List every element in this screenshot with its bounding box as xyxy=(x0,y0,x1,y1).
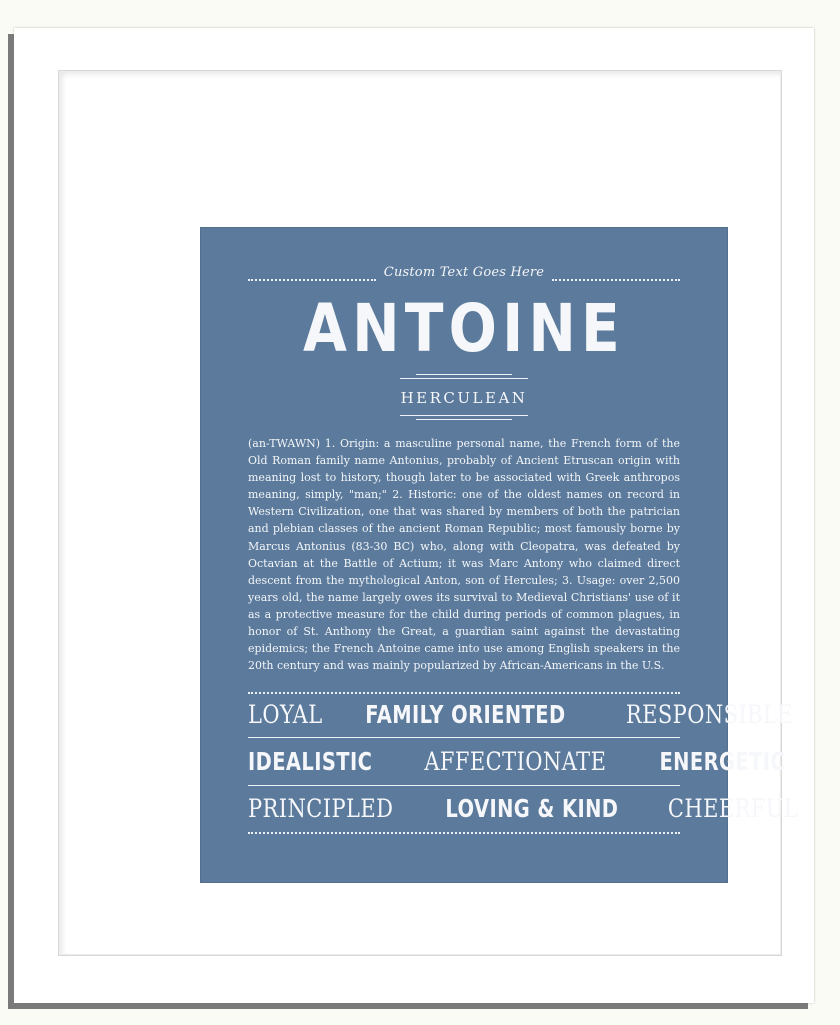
name-title: ANTOINE xyxy=(303,290,625,367)
name-meaning: HERCULEAN xyxy=(400,389,528,407)
name-definition: (an-TWAWN) 1. Origin: a masculine personal name, the French form of the Old Roman family name Antonius, probably of Ancient Etruscan origin with meaning lost to history, though later to be associated with Greek anthropos meaning, simply, "man;" 2. Historic: one of the oldest names on record in Western Civilization, one that was shared by members of both the patrician and plebian classes of the ancient Roman Republic; most famously borne by Marcus Antonius (83-30 BC) who, along with Cleopatra, was defeated by Octavian at the Battle of Actium; it was Marc Antony who claimed direct descent from the mythological Anton, son of Hercules; 3. Usage: over 2,500 years old, the name largely owes its survival to Medieval Christians' use of it as a protective measure for the child during periods of common plagues, in honor of St. Anthony the Great, a guardian saint against the devastating epidemics; the French Antoine came into use among English speakers in the 20th century and was mainly popularized by African-Americans in the U.S. xyxy=(248,437,680,673)
rule-bottom-long xyxy=(400,415,528,416)
trait: RESPONSIBLE xyxy=(625,700,793,729)
trait: ENERGETIC xyxy=(659,747,786,776)
traits-row-2 xyxy=(248,745,786,779)
trait: PRINCIPLED xyxy=(248,794,394,823)
dotted-divider-traits-bottom xyxy=(248,832,680,834)
dotted-divider-right xyxy=(552,279,680,281)
traits-row-3 xyxy=(248,792,799,826)
trait: LOVING & KIND xyxy=(445,794,619,823)
trait-divider-1 xyxy=(248,737,680,738)
trait: IDEALISTIC xyxy=(248,747,373,776)
trait: LOYAL xyxy=(248,700,323,729)
custom-tagline: Custom Text Goes Here xyxy=(383,265,545,280)
rule-top-long xyxy=(400,378,528,379)
picture-frame xyxy=(14,28,814,1003)
rule-top-short xyxy=(416,374,512,375)
rule-bottom-short xyxy=(416,419,512,420)
trait: CHEERFUL xyxy=(667,794,799,823)
dotted-divider-traits-top xyxy=(248,692,680,694)
name-meaning-print xyxy=(200,227,799,883)
traits-row-1 xyxy=(248,698,793,732)
mat-board xyxy=(58,70,799,956)
trait: AFFECTIONATE xyxy=(424,747,607,776)
trait: FAMILY ORIENTED xyxy=(365,700,566,729)
trait-divider-2 xyxy=(248,785,680,786)
